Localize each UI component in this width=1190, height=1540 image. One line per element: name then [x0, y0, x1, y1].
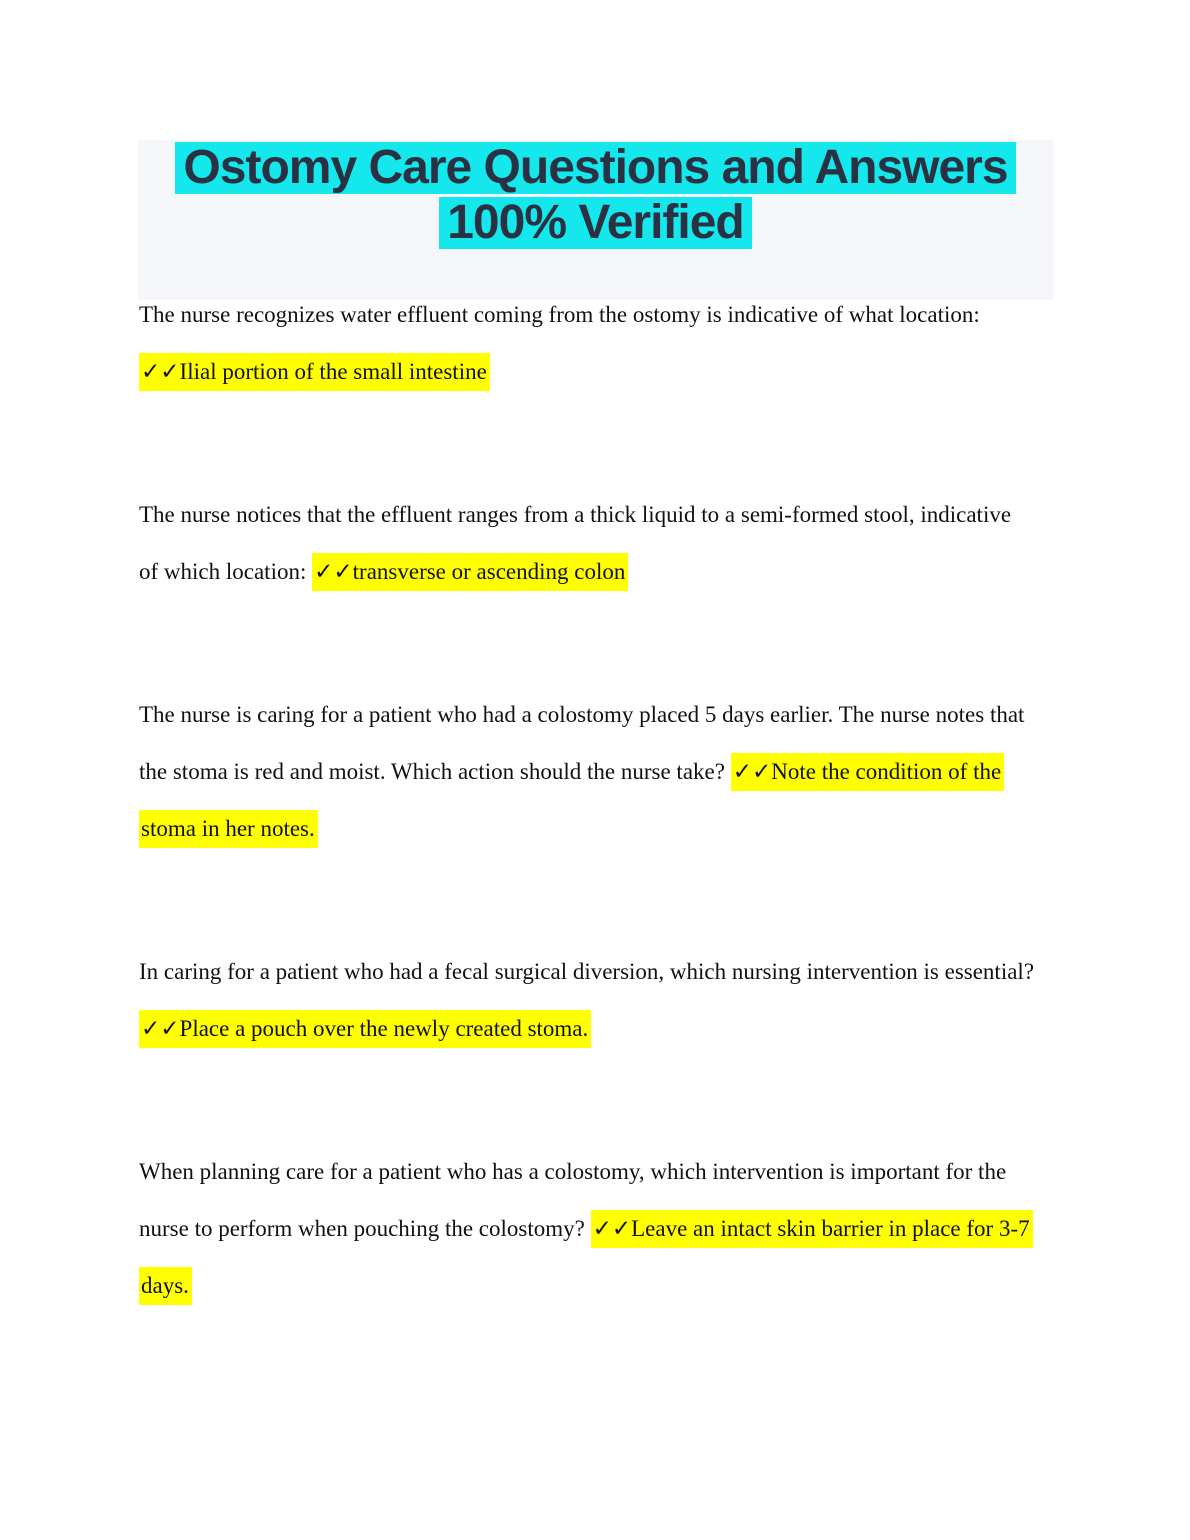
question-answer-line	[139, 1200, 1069, 1257]
document-title-line-2	[138, 195, 1053, 250]
qa-content	[139, 286, 1069, 1314]
question-segment: of which location:	[139, 559, 313, 584]
answer-text	[139, 1257, 1069, 1314]
qa-block-5	[139, 1143, 1069, 1314]
answer-text	[139, 1000, 1069, 1057]
answer-text	[139, 343, 1069, 400]
question-text	[139, 943, 1069, 1000]
title-highlight-2: 100% Verified	[439, 197, 752, 249]
answer-highlight-continued: stoma in her notes.	[139, 810, 318, 848]
question-segment: The nurse notices that the effluent ranges from a thick liquid to a semi-formed stool, indicative	[139, 502, 1012, 527]
answer-highlight: ✓✓Leave an intact skin barrier in place for 3-7	[591, 1210, 1033, 1248]
question-text	[139, 486, 1069, 543]
qa-block-1	[139, 286, 1069, 400]
title-band	[138, 140, 1053, 300]
question-text	[139, 286, 1069, 343]
question-answer-line	[139, 543, 1069, 600]
question-text	[139, 1143, 1069, 1200]
answer-highlight: ✓✓transverse or ascending colon	[312, 553, 628, 591]
question-segment: The nurse is caring for a patient who had a colostomy placed 5 days earlier. The nurse notes that	[139, 702, 1025, 727]
question-segment: the stoma is red and moist. Which action should the nurse take?	[139, 759, 731, 784]
qa-block-3	[139, 686, 1069, 857]
title-highlight-1: Ostomy Care Questions and Answers	[175, 142, 1015, 194]
answer-highlight: ✓✓Place a pouch over the newly created stoma.	[139, 1010, 591, 1048]
question-answer-line	[139, 743, 1069, 800]
question-text	[139, 686, 1069, 743]
answer-highlight: ✓✓Note the condition of the	[731, 753, 1005, 791]
answer-highlight-continued: days.	[139, 1267, 192, 1305]
answer-text	[139, 800, 1069, 857]
document-title-line-1	[138, 140, 1053, 195]
question-segment: nurse to perform when pouching the colostomy?	[139, 1216, 591, 1241]
question-segment: In caring for a patient who had a fecal surgical diversion, which nursing intervention is essential?	[139, 959, 1035, 984]
answer-highlight: ✓✓Ilial portion of the small intestine	[139, 353, 490, 391]
question-segment: When planning care for a patient who has a colostomy, which intervention is important for the	[139, 1159, 1007, 1184]
question-segment: The nurse recognizes water effluent coming from the ostomy is indicative of what location:	[139, 302, 980, 327]
qa-block-4	[139, 943, 1069, 1057]
qa-block-2	[139, 486, 1069, 600]
